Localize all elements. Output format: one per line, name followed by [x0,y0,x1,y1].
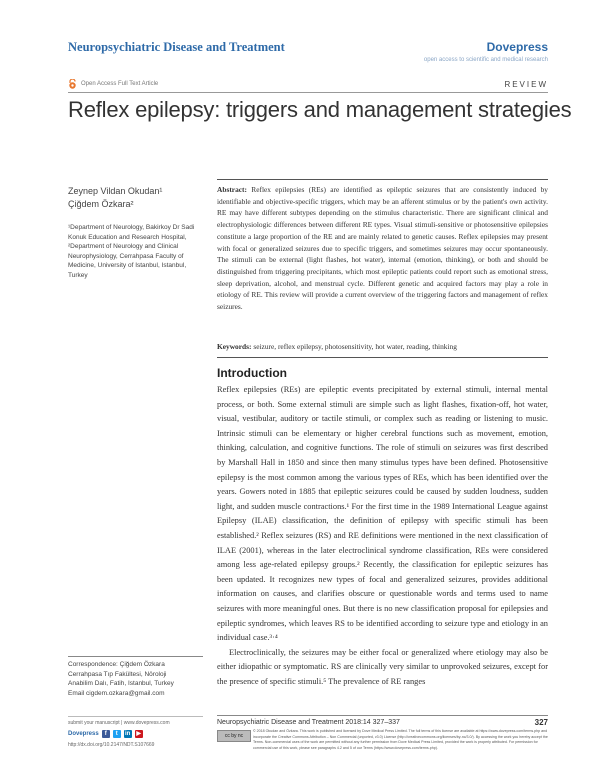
correspondence-line: Anabilim Dalı, Fatih, Istanbul, Turkey [68,680,174,687]
linkedin-icon[interactable]: in [125,731,131,737]
twitter-icon[interactable]: t [113,730,121,738]
correspondence-email[interactable]: Email cigdem.ozkara@gmail.com [68,689,165,697]
keywords [217,342,548,351]
abstract-text: Reflex epilepsies (REs) are identified as epileptic seizures that are consistently induced by identifiable and objective-specific triggers, which may be an afferent stimulus or by the patient's own activity. RE may have different subtypes depending on the stimulus characteristic. There are significant clinical and electrophysiologic differences between different RE types. Visual stimuli-sensitive or photosensitive epilepsies constitute a large proportion of the RE and are mainly related to genetic causes. Reflex epilepsies may present with focal or generalized seizures due to specific triggers, and sometimes seizures may occur spontaneously. The stimuli can be external (light flashes, hot water), internal (emotion, thinking), or both and should be distinguished from triggering precipitants, which most epileptic patients could report such as emotional stress, sleep deprivation, alcohol, and menstrual cycle. Different genetic and acquired factors may play a role in etiology of RE. This review will provide a current overview of the triggering factors and management of reflex seizures. [217,185,548,312]
page-number: 327 [534,718,548,727]
article-title: Reflex epilepsy: triggers and management strategies [68,97,572,122]
bottom-left-divider [68,716,203,717]
footer-citation: Neuropsychiatric Disease and Treatment 2018:14 327–337 [217,719,400,726]
doi-link[interactable]: http://dx.doi.org/10.2147/NDT.S107669 [68,742,155,748]
author-2[interactable]: Çiğdem Özkara² [68,199,134,209]
intro-paragraph-2: Electroclinically, the seizures may be either focal or generalized where etiology may also be either idiopathic or symptomatic. RS are clinically very similar to unprovoked seizures, except for the presence of specific stimuli.⁵ The prevalence of RE ranges [217,647,548,686]
cc-license-badge[interactable]: cc by nc [217,730,251,742]
author-1[interactable]: Zeynep Vildan Okudan¹ [68,186,163,196]
correspondence-divider [68,656,203,657]
social-row [68,730,143,738]
abstract-divider-top [217,179,548,180]
facebook-icon[interactable]: f [102,730,110,738]
youtube-icon[interactable]: ▶ [136,731,141,737]
correspondence-label: Correspondence: Çiğdem Özkara [68,661,165,668]
affiliation: ¹Department of Neurology, Bakirkoy Dr Sadi Konuk Education and Research Hospital, ²Department of Neurology and Clinical Neurophysiology, Cerrahpasa Faculty of Medicine, University of Istanbul, Istanbul, Turkey [68,224,195,279]
section-heading-introduction: Introduction [217,366,287,380]
open-access-row [68,79,158,89]
footer-divider [217,715,548,716]
publisher-tagline: open access to scientific and medical research [423,57,548,63]
introduction-body [217,383,548,689]
abstract-divider-bottom [217,357,548,358]
license-text: © 2018 Okudan and Özkara. This work is published and licensed by Dove Medical Press Limited. The full terms of this license are available at https://www.dovepress.com/terms.php and incorporate the Creative Commons Attribution – Non Commercial (unported, v3.0) License (http://creativecommons.org/licenses/by-nc/3.0/). By accessing the work you hereby accept the Terms. Non-commercial uses of the work are permitted without any further permission from Dove Medical Press Limited, provided the work is properly attributed. For permission for commercial use of this work, please see paragraphs 4.2 and 5 of our Terms (https://www.dovepress.com/terms.php). [253,729,548,750]
abstract-label: Abstract: [217,185,247,194]
correspondence-line: Cerrahpasa Tıp Fakültesi, Nöroloji [68,670,167,678]
open-access-lock-icon [68,79,77,89]
keywords-label: Keywords: [217,342,252,351]
header-divider [68,92,548,93]
dovepress-brand[interactable]: Dovepress [68,731,99,737]
publisher-logo[interactable]: Dovepress [486,40,548,54]
intro-paragraph-1: Reflex epilepsies (REs) are epileptic events precipitated by external stimuli, internal mental process, or both. Some external stimuli are simple such as light flashes, fixation-off, hot water, visual, vestibular, auditory or tactile stimuli, or complex such as reading or listening to music. Intrinsic stimuli can be elementary or higher cerebral functions such as movement, emotion, thinking, calculation, and cognitive functions. The role of stimuli on seizures was first described by Marshall Hall in 1850 and since then many stimulus types have been defined. Photosensitive epilepsy is the most common among the various types of REs, which has been identified over the years. Gowers noted in 1885 that epileptic seizures could be caused by sudden loudness, sudden light, and sudden muscle contractions.¹ For the first time in the 1989 International League against Epilepsy (ILAE) classification, the definition of epilepsy with specific stimuli has been established.² Reflex seizures (RS) and RE definitions were mentioned in the next classification of ILAE (2001), whereas in the later electroclinical syndrome classification, REs were considered among less age-related epilepsy groups.² Recently, the classification for epileptic seizures has been updated. It recognizes new types of focal and generalized seizures, provides additional information on causes, and clarifies obscure or questionable words and terms used to name seizures with more meaningful ones. But there is no new classification proposal for epilepsies and epileptic syndromes, which leaves RS to be identified according to seizure type and etiology in an individual case.³·⁴ [217,385,548,643]
correspondence [68,660,203,698]
abstract [217,184,548,313]
keywords-text: seizure, reflex epilepsy, photosensitivity, hot water, reading, thinking [251,342,457,351]
author-list [68,185,162,211]
article-type: REVIEW [504,80,548,89]
open-access-label: Open Access Full Text Article [81,81,159,87]
journal-header: Neuropsychiatric Disease and Treatment [68,40,285,54]
submit-manuscript-link[interactable]: submit your manuscript | www.dovepress.com [68,720,170,726]
